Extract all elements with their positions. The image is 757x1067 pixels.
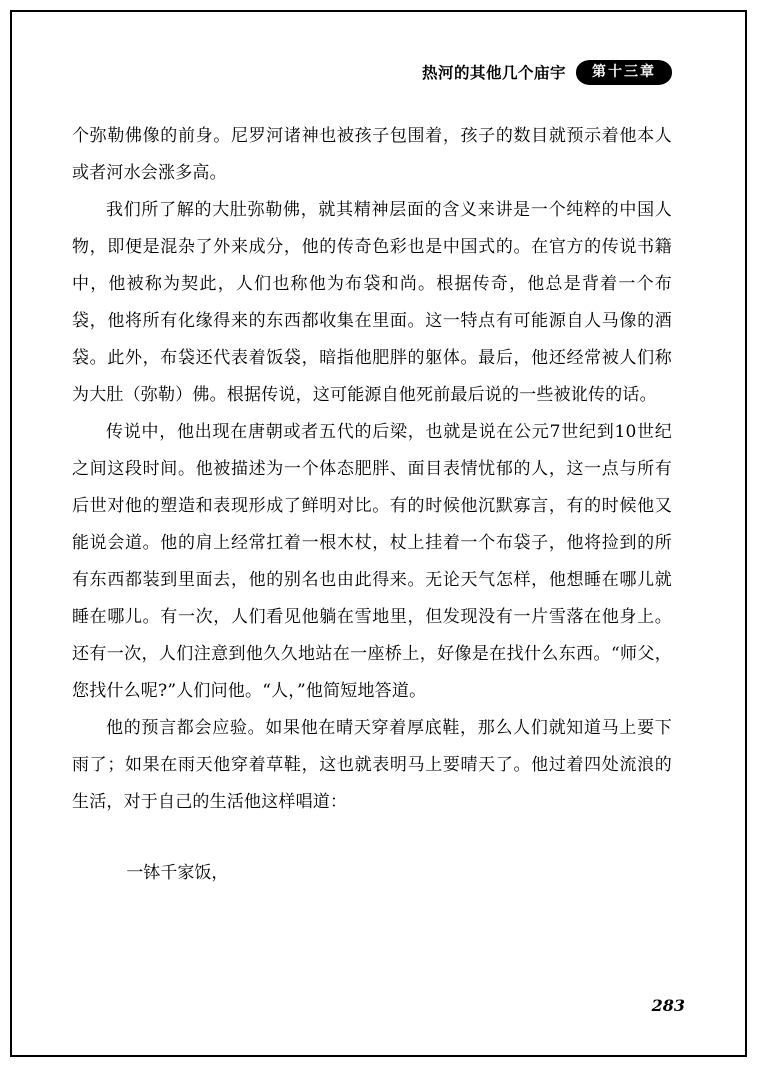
paragraph-prophecies: 他的预言都会应验。如果他在晴天穿着厚底鞋，那么人们就知道马上要下雨了；如果在雨天他穿着草鞋，这也就表明马上要晴天了。他过着四处流浪的生活，对于自己的生活他这样唱道：: [72, 718, 672, 812]
verse-line: 一钵千家饭，: [126, 863, 229, 883]
page-number: 283: [651, 996, 685, 1015]
paragraph-continuation: 个弥勒佛像的前身。尼罗河诸神也被孩子包围着，孩子的数目就预示着他本人或者河水会涨多高。: [72, 126, 672, 183]
running-title: 热河的其他几个庙宇: [421, 63, 566, 82]
page-header: [72, 52, 672, 92]
paragraph-legend-period: 传说中，他出现在唐朝或者五代的后梁，也就是说在公元7世纪到10世纪之间这段时间。他被描述为一个体态肥胖、面目表情忧郁的人，这一点与所有后世对他的塑造和表现形成了鲜明对比。有的时候他沉默寡言，有的时候他又能说会道。他的肩上经常扛着一根木杖，杖上挂着一个布袋子，他将捡到的所有东西都装到里面去，他的别名也由此得来。无论天气怎样，他想睡在哪儿就睡在哪儿。有一次，人们看见他躺在雪地里，但发现没有一片雪落在他身上。还有一次，人们注意到他久久地站在一座桥上，好像是在找什么东西。“师父，您找什么呢?”人们问他。“人，”他简短地答道。: [72, 422, 672, 701]
page-content: [72, 52, 672, 892]
body-text: [72, 118, 672, 821]
paragraph-maitreya-origin: 我们所了解的大肚弥勒佛，就其精神层面的含义来讲是一个纯粹的中国人物，即便是混杂了外来成分，他的传奇色彩也是中国式的。在官方的传说书籍中，他被称为契此，人们也称他为布袋和尚。根据传奇，他总是背着一个布袋，他将所有化缘得来的东西都收集在里面。这一特点有可能源自人马像的酒袋。此外，布袋还代表着饭袋，暗指他肥胖的躯体。最后，他还经常被人们称为大肚（弥勒）佛。根据传说，这可能源自他死前最后说的一些被讹传的话。: [72, 200, 672, 405]
chapter-badge: 第十三章: [576, 60, 672, 85]
